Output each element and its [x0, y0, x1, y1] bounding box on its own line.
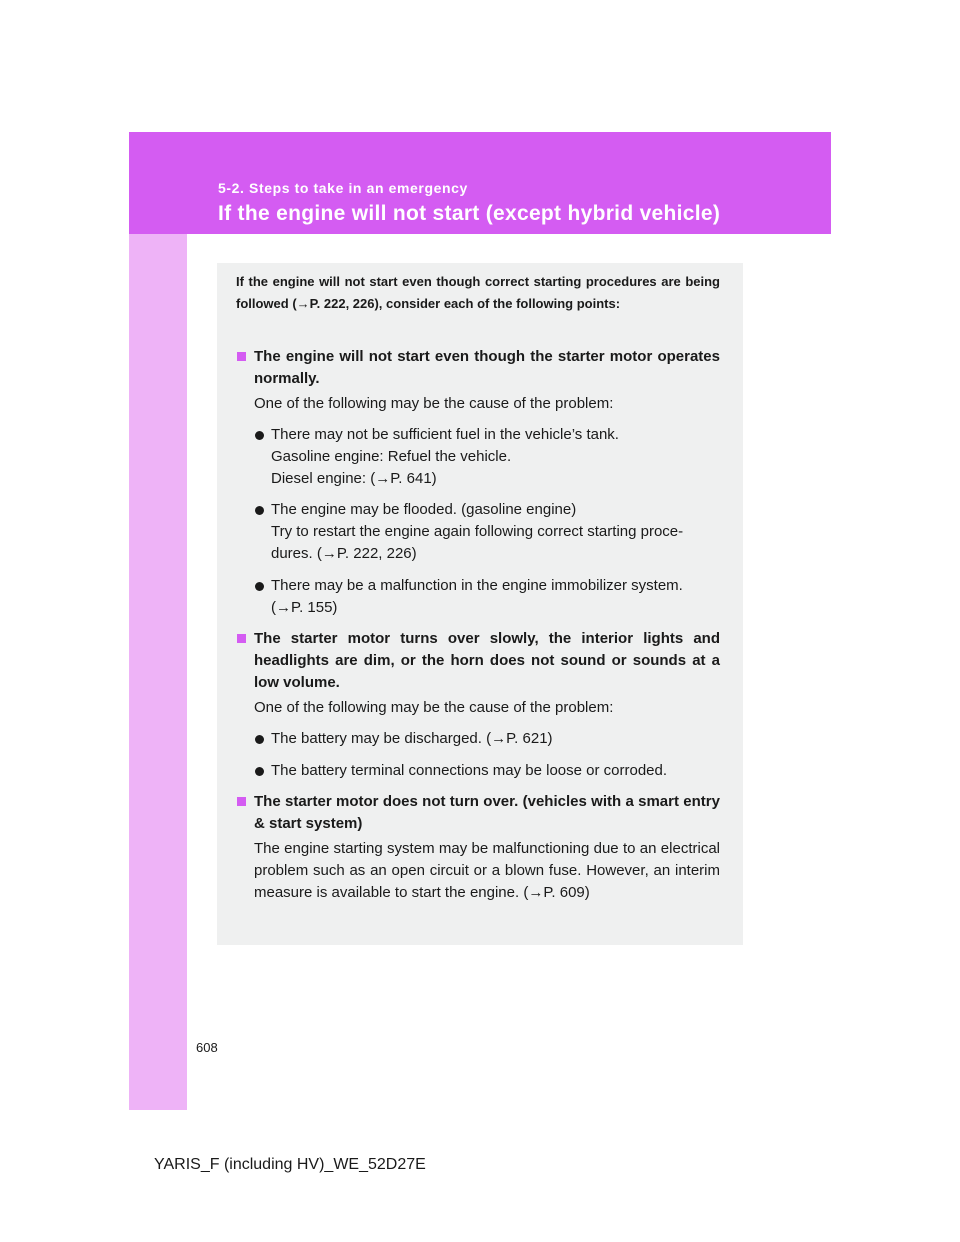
- section-body: The engine starting system may be malfunctioning due to an electrical problem such as an open circuit or a blown fuse. However, an interim measure is available to start the engine. (→P. 609): [254, 840, 720, 901]
- circle-bullet-icon: [255, 582, 264, 591]
- section-heading: The starter motor turns over slowly, the interior lights and headlights are dim, or the horn does not sound or sounds at a low volume.: [236, 628, 720, 694]
- square-bullet-icon: [237, 634, 246, 643]
- list-item: There may not be sufficient fuel in the vehicle’s tank. Gasoline engine: Refuel the vehicle. Diesel engine: (→P. 641): [254, 424, 720, 490]
- square-bullet-icon: [237, 797, 246, 806]
- circle-bullet-icon: [255, 735, 264, 744]
- section-lead: One of the following may be the cause of the problem:: [254, 395, 614, 412]
- section-lead: One of the following may be the cause of the problem:: [254, 699, 614, 716]
- section-heading: The starter motor does not turn over. (vehicles with a smart entry & start system): [236, 791, 720, 835]
- circle-bullet-icon: [255, 506, 264, 515]
- document-footer-id: YARIS_F (including HV)_WE_52D27E: [154, 1156, 426, 1173]
- list-item: The battery terminal connections may be loose or corroded.: [254, 760, 720, 782]
- circle-bullet-icon: [255, 767, 264, 776]
- list-item: The engine may be flooded. (gasoline engine) Try to restart the engine again following correct starting proce- dures. (→P. 222, 226): [254, 499, 720, 565]
- list-item: There may be a malfunction in the engine immobilizer system. (→P. 155): [254, 575, 720, 619]
- square-bullet-icon: [237, 352, 246, 361]
- page-number: 608: [196, 1040, 218, 1055]
- intro-text: If the engine will not start even though correct starting procedures are being followed (→P. 222, 226), consider each of the following points:: [236, 274, 720, 311]
- page-title: If the engine will not start (except hybrid vehicle): [218, 202, 721, 225]
- circle-bullet-icon: [255, 431, 264, 440]
- section-heading: The engine will not start even though the starter motor operates normally.: [236, 346, 720, 390]
- side-tab-strip: [129, 132, 187, 1110]
- list-item: The battery may be discharged. (→P. 621): [254, 728, 720, 750]
- section-label: 5-2. Steps to take in an emergency: [218, 180, 468, 196]
